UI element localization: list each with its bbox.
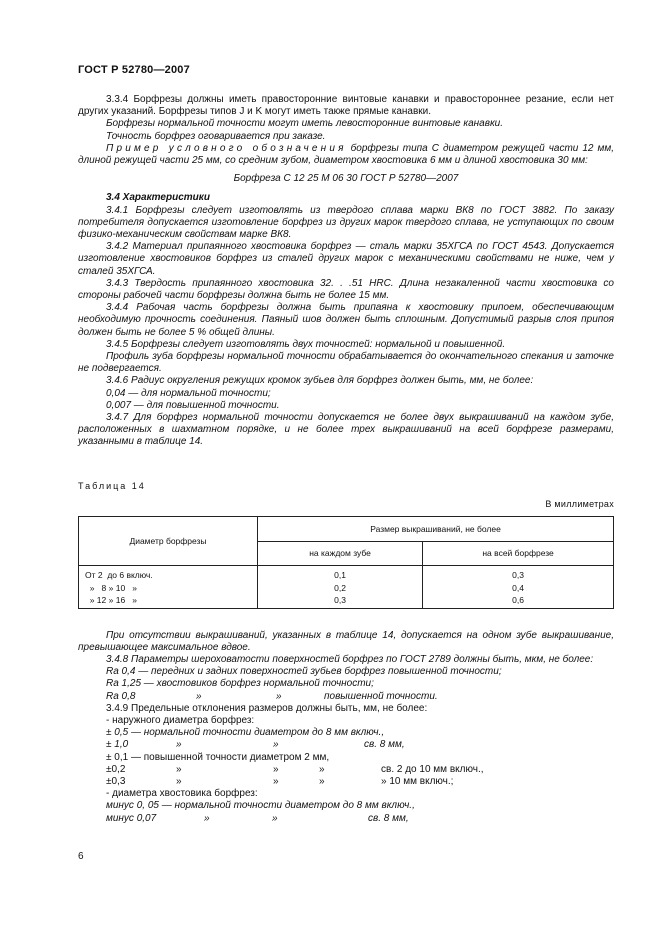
para-3-4-1: 3.4.1 Борфрезы следует изготовлять из твердого сплава марки ВК8 по ГОСТ 3882. По заказу потребителя допускается изготовление борфрез из других марок твердого сплава, не уступающих по своим физико-механическим свойствам марке ВК8.	[78, 204, 614, 241]
each-tooth-value: 0,1	[334, 570, 346, 581]
each-tooth-cell	[258, 566, 423, 609]
table-unit: В миллиметрах	[545, 498, 614, 509]
ditto-mark: »	[272, 812, 278, 824]
ditto-mark: »	[276, 690, 282, 702]
page-number: 6	[78, 851, 84, 862]
para-3-4-2: 3.4.2 Материал припаянного хвостовика борфрез — сталь марки 35ХГСА по ГОСТ 4543. Допускается изготовление хвостовиков борфрез из сталей других марок с механическими свойствами не ниже, чем у сталей 35ХГСА.	[78, 241, 614, 277]
ditto-mark: »	[273, 763, 279, 775]
para-no-chipping: При отсутствии выкрашиваний, указанных в таблице 14, допускается на одном зубе выкрашивание, превышающее максимальное вдвое.	[78, 629, 614, 653]
whole-value: 0,3	[512, 570, 524, 581]
standard-header: ГОСТ Р 52780—2007	[78, 64, 190, 76]
para-3-4-4: 3.4.4 Рабочая часть борфрезы должна быть припаяна к хвостовику припоем, обеспечивающим необходимую прочность соединения. Паяный шов должен быть сплошным. Допустимый разрыв слоя припоя должен быть не более 5 % общей длины.	[78, 302, 614, 338]
ditto-mark: »	[319, 776, 325, 788]
col-all-header: на всей борфрезе	[423, 541, 614, 566]
tol-value: ±0,3	[106, 776, 126, 788]
tol-range: св. 2 до 10 мм включ.,	[381, 763, 484, 775]
diameter-value: От 2 до 6 включ.	[85, 570, 153, 581]
tol-range: св. 8 мм,	[368, 812, 409, 824]
radius-high: 0,007 — для повышенной точности.	[106, 399, 280, 411]
ditto-mark: »	[176, 776, 182, 788]
tol-value: ±0,2	[106, 763, 126, 775]
each-tooth-value: 0,2	[334, 582, 346, 593]
tol-line-4	[78, 764, 614, 776]
table-row	[79, 566, 614, 609]
shank-tol-1: минус 0, 05 — нормальной точности диаметром до 8 мм включ.,	[106, 800, 415, 812]
shank-diameter-title: - диаметра хвостовика борфрез:	[106, 788, 258, 800]
para-3-4-9: 3.4.9 Предельные отклонения размеров должны быть, мм, не более:	[106, 702, 428, 714]
roughness-ra-0-4: Ra 0,4 — передних и задних поверхностей зубьев борфрез повышенной точности;	[106, 666, 502, 678]
col-each-header: на каждом зубе	[258, 541, 423, 566]
para-example	[78, 143, 614, 167]
tol-value: минус 0,07	[106, 812, 157, 824]
whole-cell	[423, 566, 614, 609]
col-size-header: Размер выкрашиваний, не более	[258, 517, 614, 542]
designation-example: Борфреза С 12 25 М 06 30 ГОСТ Р 52780—2007	[233, 173, 459, 185]
diameter-value: » 12 » 16 »	[85, 595, 137, 606]
tol-range: св. 8 мм,	[364, 739, 405, 751]
tol-line-3: ± 0,1 — повышенной точности диаметром 2 мм,	[106, 751, 330, 763]
ditto-mark: »	[273, 776, 279, 788]
tol-range: » 10 мм включ.;	[381, 776, 454, 788]
ditto-mark: »	[204, 812, 210, 824]
outer-diameter-title: - наружного диаметра борфрез:	[106, 715, 255, 727]
chipping-table	[78, 516, 614, 609]
para-3-4-7: 3.4.7 Для борфрез нормальной точности допускается не более двух выкрашиваний на каждом зубе, расположенных в шахматном порядке, и не более трех выкрашиваний на всей борфрезе размерами, указанными в таблице 14.	[78, 412, 614, 448]
section-title: 3.4 Характеристики	[106, 192, 210, 204]
ditto-mark: »	[319, 763, 325, 775]
example-text: борфрезы типа С диаметром режущей части 12 мм, длиной режущей части 25 мм, со средним зубом, диаметром хвостовика 6 мм и длиной хвостовика 30 мм:	[78, 142, 614, 167]
tol-line-2	[78, 739, 614, 751]
page-content	[78, 94, 614, 825]
roughness-ra-0-8	[78, 691, 614, 703]
para-accuracy: Точность борфрез оговаривается при заказе.	[106, 130, 326, 142]
tol-value: ± 1,0	[106, 739, 129, 751]
example-lead: Пример условного обозначения	[106, 142, 347, 154]
ra-value: Ra 0,8	[106, 690, 136, 702]
para-3-4-6: 3.4.6 Радиус округления режущих кромок зубьев для борфрез должен быть, мм, не более:	[106, 375, 534, 387]
ditto-mark: »	[196, 690, 202, 702]
whole-value: 0,6	[512, 595, 524, 606]
diameter-cell	[79, 566, 258, 609]
ditto-mark: »	[176, 763, 182, 775]
para-3-3-4: 3.3.4 Борфрезы должны иметь правосторонние винтовые канавки и правостороннее резание, если нет других указаний. Борфрезы типов J и K могут иметь также прямые канавки.	[78, 94, 614, 118]
col-diameter-header: Диаметр борфрезы	[79, 517, 258, 566]
para-3-4-8: 3.4.8 Параметры шероховатости поверхностей борфрез по ГОСТ 2789 должны быть, мкм, не более:	[106, 654, 594, 665]
radius-normal: 0,04 — для нормальной точности;	[106, 387, 271, 399]
diameter-value: » 8 » 10 »	[85, 582, 137, 593]
tol-line-1: ± 0,5 — нормальной точности диаметром до 8 мм включ.,	[106, 727, 385, 739]
whole-value: 0,4	[512, 582, 524, 593]
para-3-4-5: 3.4.5 Борфрезы следует изготовлять двух точностей: нормальной и повышенной.	[106, 338, 506, 350]
roughness-ra-1-25: Ra 1,25 — хвостовиков борфрез нормальной точности;	[106, 678, 374, 690]
shank-tol-2	[78, 813, 614, 825]
tol-line-5	[78, 776, 614, 788]
para-3-4-3: 3.4.3 Твердость припаянного хвостовика 32. . .51 HRC. Длина незакаленной части хвостовика со стороны рабочей части борфрезы должна быть не более 15 мм.	[78, 277, 614, 302]
para-profile: Профиль зуба борфрезы нормальной точности обрабатывается до окончательного спекания и заточке не подвергается.	[78, 351, 614, 375]
para-left-hand: Борфрезы нормальной точности могут иметь левосторонние винтовые канавки.	[106, 118, 504, 130]
ditto-mark: »	[176, 739, 182, 751]
ra-target: повышенной точности.	[324, 690, 438, 702]
table-label: Таблица 14	[78, 480, 146, 491]
each-tooth-value: 0,3	[334, 595, 346, 606]
ditto-mark: »	[273, 739, 279, 751]
